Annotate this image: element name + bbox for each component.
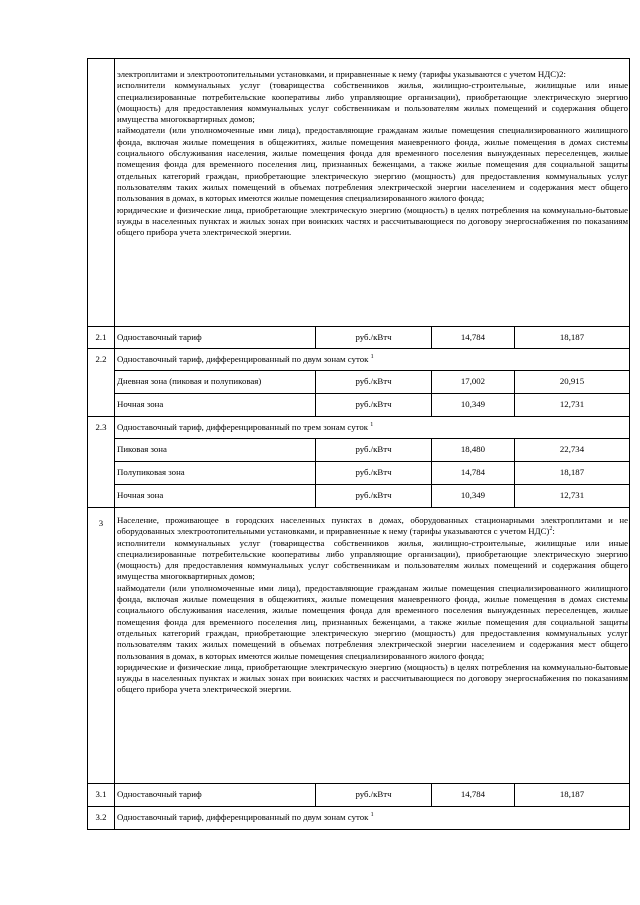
row-value-2: 18,187 bbox=[515, 784, 630, 807]
row-label bbox=[115, 417, 630, 439]
zone-value-1: 17,002 bbox=[432, 371, 515, 394]
section-3-description bbox=[115, 508, 630, 784]
row-label: Одноставочный тариф bbox=[115, 327, 316, 349]
table-row bbox=[88, 327, 630, 349]
section-3-paragraph bbox=[117, 515, 628, 538]
zone-label: Пиковая зона bbox=[115, 439, 316, 462]
table-row bbox=[88, 417, 630, 439]
section-2-description-row bbox=[88, 59, 630, 327]
zone-unit: руб./кВтч bbox=[316, 394, 432, 417]
section-2-paragraph: исполнители коммунальных услуг (товарищества собственников жилья, жилищно-строительные, жилищные или иные специализированные потребительские кооперативы либо управляющие организации), приобретающие электрическую энергию (мощность) для предоставления коммунальных услуг собственникам и пользователям жилых помещений и содержания общего имущества многоквартирных домов; bbox=[117, 80, 629, 125]
zone-label: Ночная зона bbox=[115, 394, 316, 417]
footnote-ref: 1 bbox=[370, 353, 374, 360]
zone-value-2: 22,734 bbox=[515, 439, 630, 462]
table-row bbox=[88, 462, 630, 485]
row-value-1: 14,784 bbox=[432, 327, 515, 349]
zone-value-2: 12,731 bbox=[515, 394, 630, 417]
zone-value-1: 14,784 bbox=[432, 462, 515, 485]
table-row bbox=[88, 371, 630, 394]
row-label-text: Одноставочный тариф, дифференцированный по двум зонам суток bbox=[117, 353, 369, 364]
row-label: Одноставочный тариф bbox=[115, 784, 316, 807]
section-2-description bbox=[115, 59, 630, 327]
row-value-2: 18,187 bbox=[515, 327, 630, 349]
row-label-text: Одноставочный тариф, дифференцированный по трем зонам суток bbox=[117, 421, 369, 432]
section-3-paragraph: наймодатели (или уполномоченные ими лица), предоставляющие гражданам жилые помещения специализированного жилищного фонда, включая жилые помещения в общежитиях, жилые помещения маневренного фонда, жилые помещения в домах системы социального обслуживания населения, жилые помещения фонда для временного поселения вынужденных переселенцев, жилые помещения фонда для временного поселения лиц, признанных беженцами, а также жилые помещения для социальной защиты отдельных категорий граждан, приобретающие электрическую энергию (мощность) для предоставления коммунальных услуг пользователям таких жилых помещений в объемах потребления электрической энергии населением и содержания мест общего пользования в домах, в которых имеются жилые помещения специализированного жилого фонда; bbox=[117, 582, 629, 661]
table-row bbox=[88, 439, 630, 462]
zone-value-1: 18,480 bbox=[432, 439, 515, 462]
footnote-ref: 1 bbox=[370, 812, 374, 819]
section-3-number: 3 bbox=[88, 508, 115, 784]
zone-label: Полупиковая зона bbox=[115, 462, 316, 485]
table-row bbox=[88, 784, 630, 807]
row-number: 3.1 bbox=[88, 784, 115, 807]
row-unit: руб./кВтч bbox=[316, 327, 432, 349]
section-3-lead-tail: : bbox=[552, 526, 555, 537]
section-2-paragraph: электроплитами и электроотопительными установками, и приравненные к нему (тарифы указываются с учетом НДС)2: bbox=[117, 69, 566, 79]
zone-unit: руб./кВтч bbox=[316, 439, 432, 462]
zone-value-2: 20,915 bbox=[515, 371, 630, 394]
zone-value-2: 12,731 bbox=[515, 485, 630, 508]
zone-value-1: 10,349 bbox=[432, 485, 515, 508]
zone-unit: руб./кВтч bbox=[316, 485, 432, 508]
section-3-paragraph: исполнители коммунальных услуг (товарищества собственников жилья, жилищно-строительные, жилищные или иные специализированные потребительские кооперативы либо управляющие организации), приобретающие электрическую энергию (мощность) для предоставления коммунальных услуг собственникам и пользователям жилых помещений и содержания общего имущества многоквартирных домов; bbox=[117, 537, 629, 582]
zone-label: Дневная зона (пиковая и полупиковая) bbox=[115, 371, 316, 394]
row-number: 2.2 bbox=[88, 349, 115, 417]
zone-value-2: 18,187 bbox=[515, 462, 630, 485]
section-2-paragraph: наймодатели (или уполномоченные ими лица), предоставляющие гражданам жилые помещения специализированного жилищного фонда, включая жилые помещения в общежитиях, жилые помещения маневренного фонда, жилые помещения в домах системы социального обслуживания населения, жилые помещения фонда для временного поселения вынужденных переселенцев, жилые помещения фонда для временного поселения лиц, признанных беженцами, а также жилые помещения для социальной защиты отдельных категорий граждан, приобретающие электрическую энергию (мощность) для предоставления коммунальных услуг пользователям таких жилых помещений в объемах потребления электрической энергии населением и содержания мест общего пользования в домах, в которых имеются жилые помещения специализированного жилого фонда; bbox=[117, 125, 629, 204]
section-3-lead-text: Население, проживающее в городских населенных пунктах в домах, оборудованных стационарными электроплитами и не оборудованных электроотопительными установками, и приравненные к нему (тарифы указываются с учетом НДС) bbox=[117, 515, 629, 537]
row-value-1: 14,784 bbox=[432, 784, 515, 807]
section-2-number-cell bbox=[88, 59, 115, 327]
zone-value-1: 10,349 bbox=[432, 394, 515, 417]
table-row bbox=[88, 349, 630, 371]
table-row bbox=[88, 485, 630, 508]
section-3-paragraph: юридические и физические лица, приобретающие электрическую энергию (мощность) в целях потребления на коммунально-бытовые нужды в населенных пунктах и жилых зонах при воинских частях и рассчитывающиеся по договору энергоснабжения по показаниям общего прибора учета электрической энергии. bbox=[117, 661, 629, 695]
section-2-paragraph: юридические и физические лица, приобретающие электрическую энергию (мощность) в целях потребления на коммунально-бытовые нужды в населенных пунктах и жилых зонах при воинских частях и рассчитывающиеся по договору энергоснабжения по показаниям общего прибора учета электрической энергии. bbox=[117, 204, 629, 238]
zone-unit: руб./кВтч bbox=[316, 462, 432, 485]
row-label-text: Одноставочный тариф, дифференцированный по двум зонам суток bbox=[117, 812, 369, 823]
section-3-description-row bbox=[88, 508, 630, 784]
footnote-ref: 1 bbox=[370, 421, 374, 428]
zone-unit: руб./кВтч bbox=[316, 371, 432, 394]
zone-label: Ночная зона bbox=[115, 485, 316, 508]
table-row bbox=[88, 807, 630, 830]
row-number: 3.2 bbox=[88, 807, 115, 830]
tariff-table bbox=[87, 58, 630, 830]
row-label bbox=[115, 807, 630, 830]
footnote-ref: 2 bbox=[549, 526, 553, 533]
row-number: 2.1 bbox=[88, 327, 115, 349]
table-row bbox=[88, 394, 630, 417]
row-unit: руб./кВтч bbox=[316, 784, 432, 807]
row-label bbox=[115, 349, 630, 371]
row-number: 2.3 bbox=[88, 417, 115, 508]
